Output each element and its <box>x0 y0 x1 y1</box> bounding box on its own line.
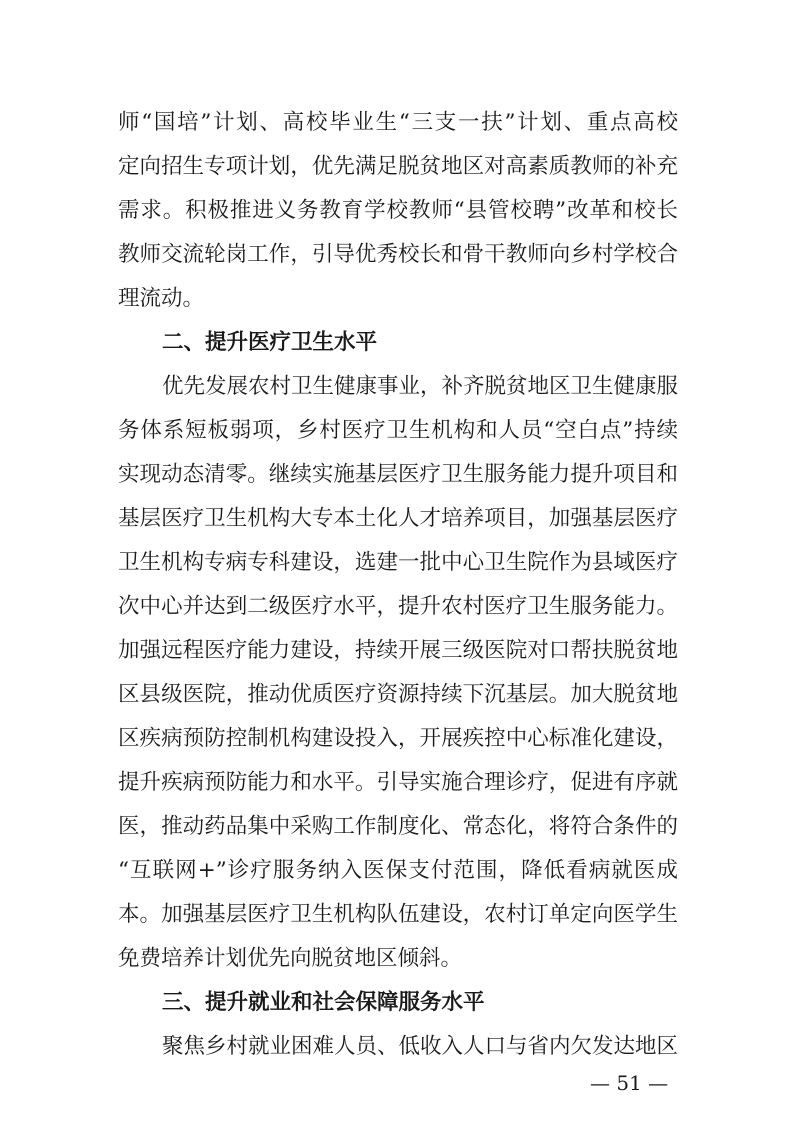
text-line: 定向招生专项计划，优先满足脱贫地区对高素质教师的补充 <box>118 154 678 179</box>
text-line: 免费培养计划优先向脱贫地区倾斜。 <box>118 946 463 971</box>
text-line: 次中心并达到二级医疗水平，提升农村医疗卫生服务能力。 <box>118 594 678 619</box>
text-line: 区疾病预防控制机构建设投入，开展疾控中心标准化建设， <box>118 726 678 751</box>
section-heading: 三、提升就业和社会保障服务水平 <box>162 990 485 1015</box>
text-line: 区县级医院，推动优质医疗资源持续下沉基层。加大脱贫地 <box>118 682 678 707</box>
text-line: 基层医疗卫生机构大专本土化人才培养项目，加强基层医疗 <box>118 506 678 531</box>
text-line: 本。加强基层医疗卫生机构队伍建设，农村订单定向医学生 <box>118 902 678 927</box>
text-line: 理流动。 <box>118 286 205 311</box>
text-line: “互联网+”诊疗服务纳入医保支付范围，降低看病就医成 <box>118 858 678 883</box>
page-number: — 51 — <box>590 1071 669 1095</box>
text-line: 教师交流轮岗工作，引导优秀校长和骨干教师向乡村学校合 <box>118 242 678 267</box>
text-line: 加强远程医疗能力建设，持续开展三级医院对口帮扶脱贫地 <box>118 638 678 663</box>
text-line: 优先发展农村卫生健康事业，补齐脱贫地区卫生健康服 <box>162 374 679 399</box>
text-line: 需求。积极推进义务教育学校教师“县管校聘”改革和校长 <box>118 198 678 223</box>
section-heading: 二、提升医疗卫生水平 <box>162 330 378 355</box>
text-line: 实现动态清零。继续实施基层医疗卫生服务能力提升项目和 <box>118 462 678 487</box>
text-line: 聚焦乡村就业困难人员、低收入人口与省内欠发达地区 <box>162 1034 679 1059</box>
text-line: 卫生机构专病专科建设，选建一批中心卫生院作为县域医疗 <box>118 550 678 575</box>
text-line: 提升疾病预防能力和水平。引导实施合理诊疗，促进有序就 <box>118 770 678 795</box>
text-line: 师“国培”计划、高校毕业生“三支一扶”计划、重点高校 <box>118 110 678 135</box>
text-line: 务体系短板弱项，乡村医疗卫生机构和人员“空白点”持续 <box>118 418 678 443</box>
text-line: 医，推动药品集中采购工作制度化、常态化，将符合条件的 <box>118 814 678 839</box>
